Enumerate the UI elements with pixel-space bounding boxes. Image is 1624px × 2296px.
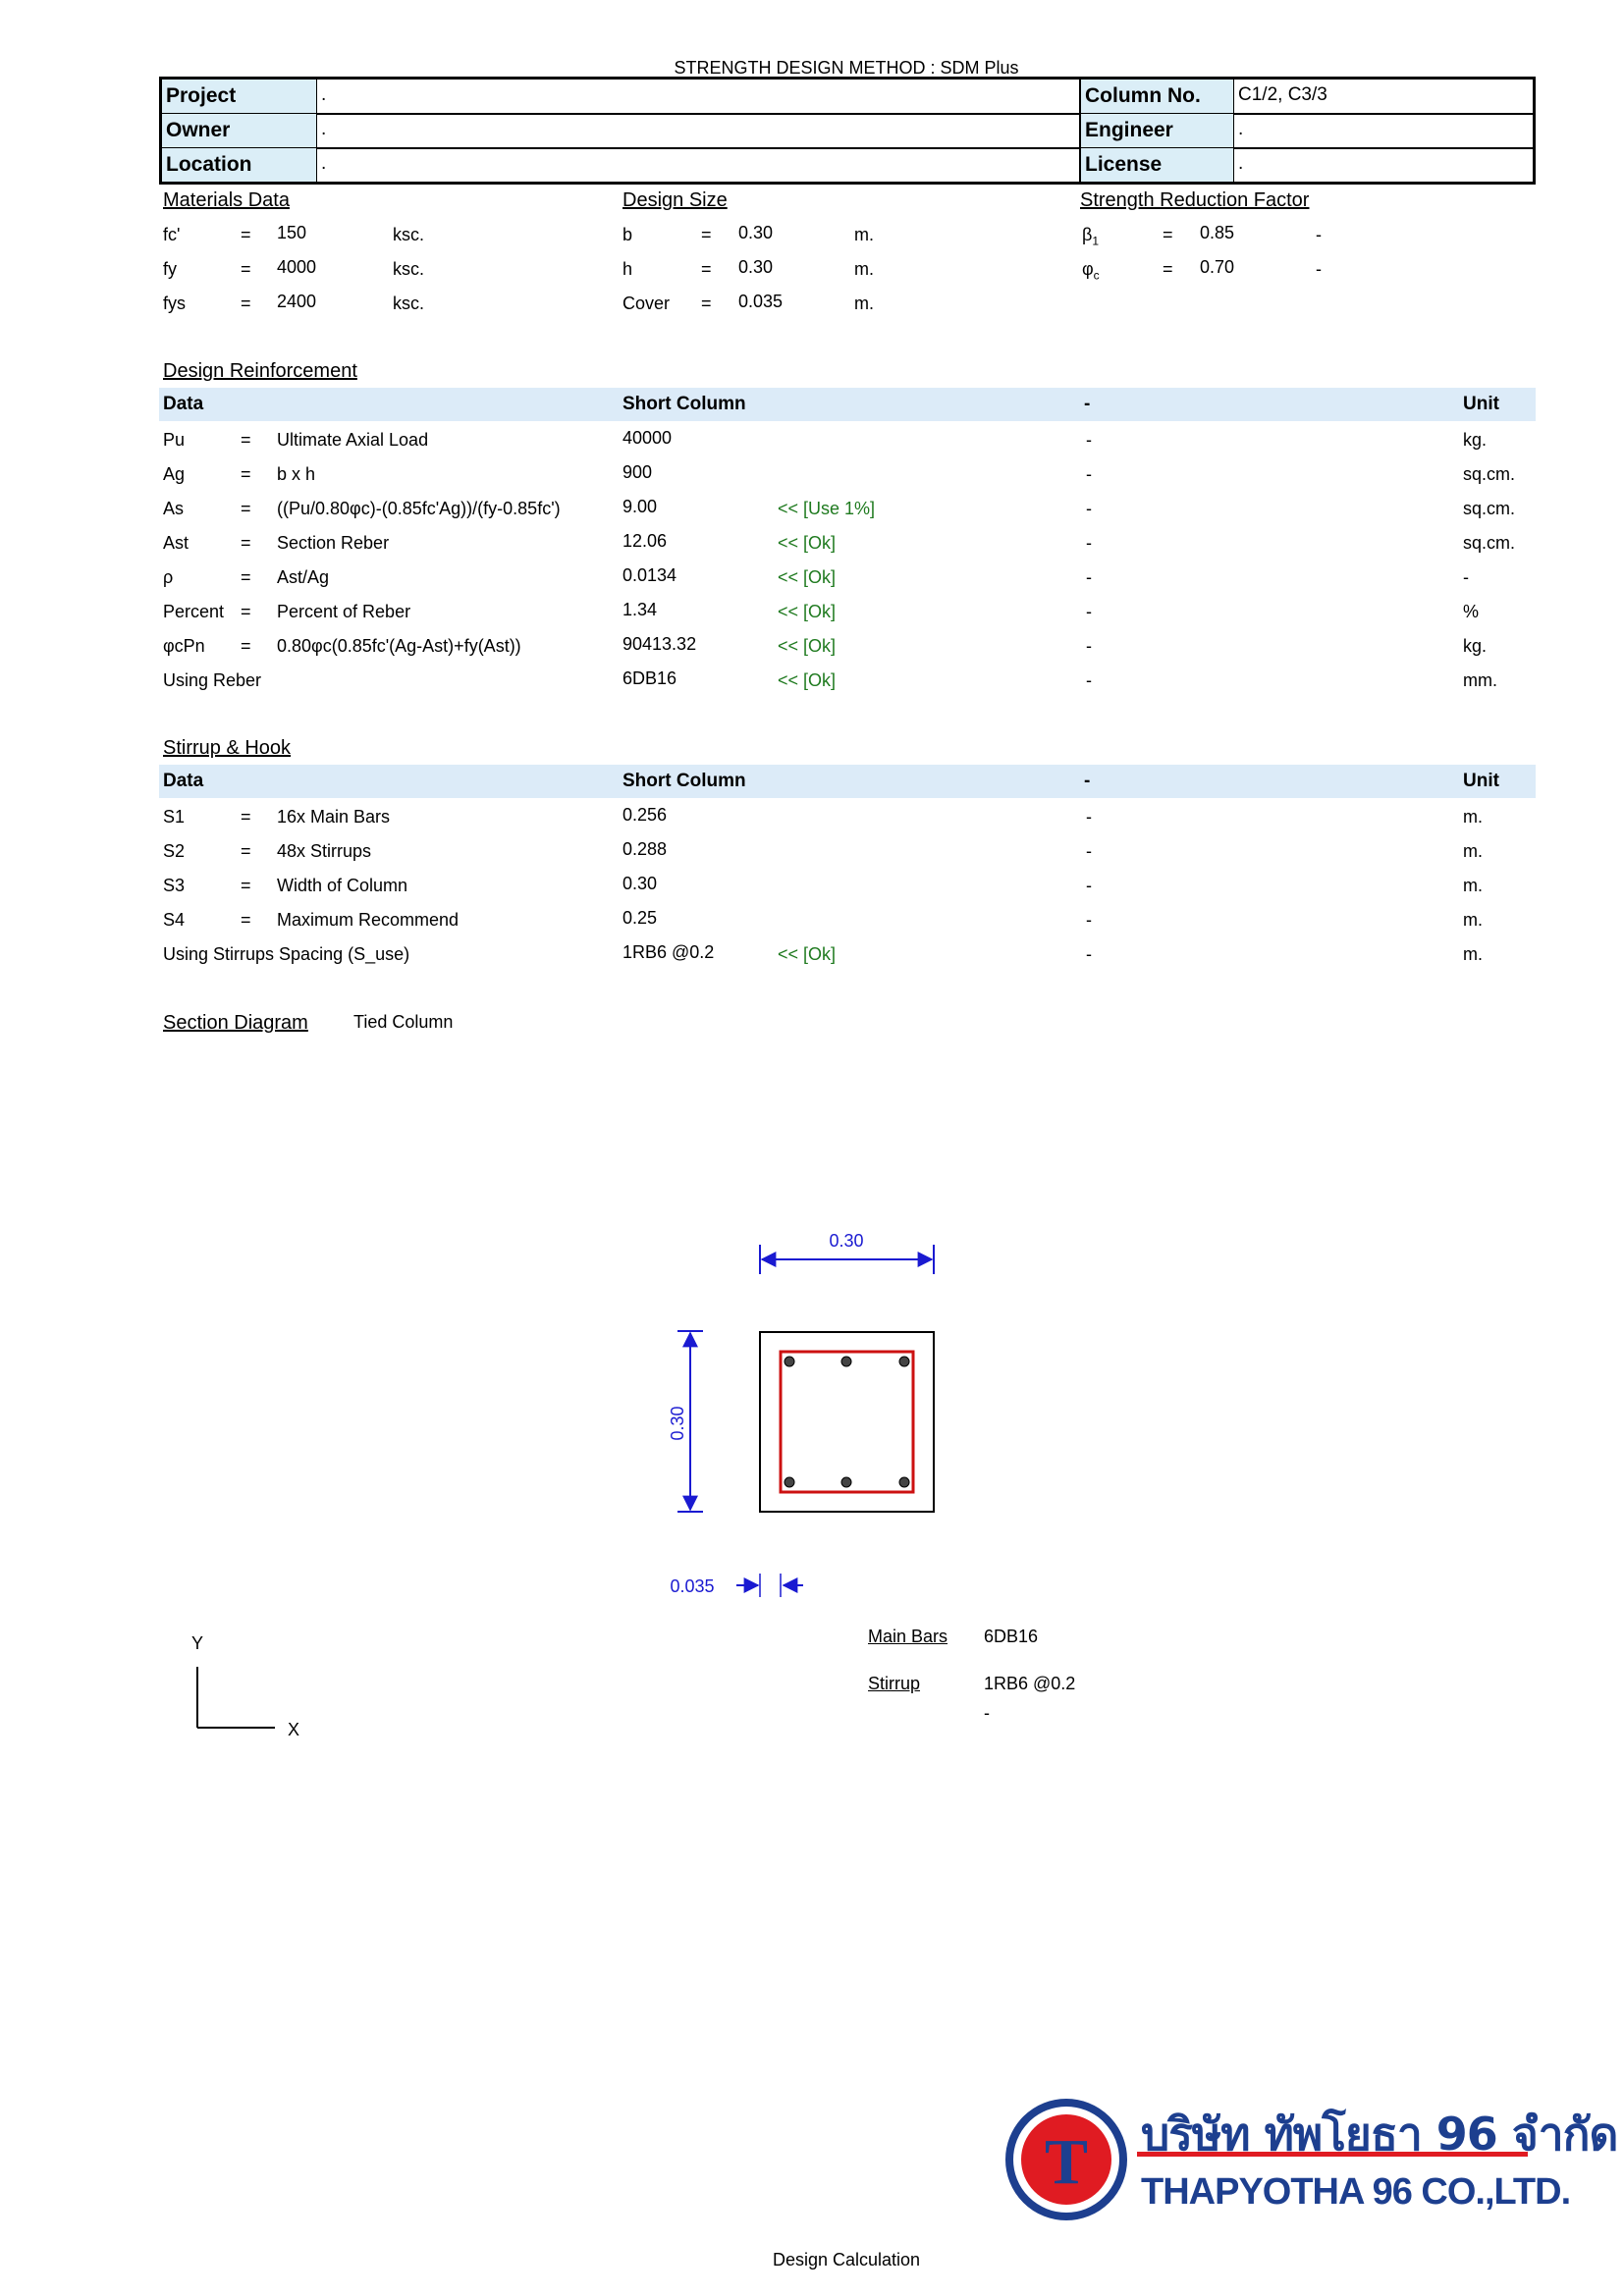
- reduction-unit: -: [1316, 225, 1322, 244]
- license-value: .: [1238, 153, 1244, 174]
- row-unit: sq.cm.: [1463, 533, 1516, 553]
- row-value: 6DB16: [623, 668, 677, 688]
- row-status: << [Use 1%]: [778, 499, 876, 518]
- design-size-title: Design Size: [623, 189, 728, 211]
- row-dash: -: [1086, 499, 1092, 518]
- design-size-value: 0.30: [738, 223, 774, 242]
- row-dash: -: [1086, 670, 1092, 690]
- main-bars-label: Main Bars: [868, 1627, 948, 1646]
- design-size-value: 0.035: [738, 292, 784, 311]
- logo-letter: T: [1044, 2126, 1089, 2198]
- rebar: [899, 1477, 909, 1487]
- row-dash: -: [1086, 464, 1092, 484]
- materials-unit: ksc.: [393, 259, 425, 279]
- row-unit: sq.cm.: [1463, 499, 1516, 518]
- row-value: 40000: [623, 428, 673, 448]
- engineer-value: .: [1238, 119, 1244, 139]
- row-unit: m.: [1463, 841, 1483, 861]
- reduction-value: 0.85: [1200, 223, 1235, 242]
- logo-english-name: THAPYOTHA 96 CO.,LTD.: [1141, 2171, 1571, 2213]
- dim-cover-label: 0.035: [670, 1576, 715, 1596]
- column-header-unit: Unit: [1463, 394, 1499, 414]
- design-size-value: 0.30: [738, 257, 774, 277]
- company-logo: [992, 2081, 1618, 2238]
- row-unit: kg.: [1463, 430, 1488, 450]
- project-label: Project: [162, 80, 317, 113]
- row-symbol: ρ: [163, 567, 174, 587]
- row-equals: =: [241, 499, 251, 518]
- owner-value: .: [317, 114, 1081, 147]
- column-header-data: Data: [163, 394, 204, 414]
- materials-value: 150: [277, 223, 307, 242]
- materials-value: 2400: [277, 292, 317, 311]
- design-size-equals: =: [701, 259, 712, 279]
- materials-title: Materials Data: [163, 189, 290, 211]
- design-size-symbol: h: [623, 259, 633, 279]
- stirrup-title: Stirrup & Hook: [163, 737, 292, 759]
- location-value: .: [317, 148, 1081, 182]
- row-equals: =: [241, 876, 251, 895]
- row-value: 1RB6 @0.2: [623, 942, 715, 962]
- engineer-label: Engineer: [1081, 114, 1234, 147]
- row-description: Percent of Reber: [277, 602, 411, 621]
- reinforcement-title: Design Reinforcement: [163, 360, 357, 382]
- row-equals: =: [241, 841, 251, 861]
- row-symbol: As: [163, 499, 185, 518]
- row-dash: -: [1086, 567, 1092, 587]
- location-label: Location: [162, 148, 317, 182]
- row-description: b x h: [277, 464, 316, 484]
- row-description: Ast/Ag: [277, 567, 330, 587]
- stirrup-label: Stirrup: [868, 1674, 921, 1693]
- column-header-short: Short Column: [623, 394, 746, 414]
- logo-thai-name: บริษัท ทัพโยธา 96 จำกัด: [1141, 2108, 1618, 2161]
- project-value: .: [317, 80, 1081, 113]
- row-symbol: S3: [163, 876, 186, 895]
- row-symbol: Percent: [163, 602, 225, 621]
- row-equals: =: [241, 567, 251, 587]
- row-description: Maximum Recommend: [277, 910, 460, 930]
- row-unit: %: [1463, 602, 1480, 621]
- materials-equals: =: [241, 294, 251, 313]
- row-value: 0.256: [623, 805, 668, 825]
- stirrup-extra: -: [984, 1703, 990, 1723]
- row-status: << [Ok]: [778, 944, 837, 964]
- row-equals: =: [241, 602, 251, 621]
- row-status: << [Ok]: [778, 636, 837, 656]
- design-size-equals: =: [701, 225, 712, 244]
- row-value: 0.288: [623, 839, 668, 859]
- row-description: 48x Stirrups: [277, 841, 372, 861]
- row-unit: m.: [1463, 807, 1483, 827]
- row-equals: =: [241, 533, 251, 553]
- row-value: 90413.32: [623, 634, 697, 654]
- reduction-equals: =: [1163, 225, 1173, 244]
- rebar: [841, 1477, 851, 1487]
- rebar: [785, 1357, 794, 1366]
- row-symbol: S2: [163, 841, 186, 861]
- row-equals: =: [241, 636, 251, 656]
- reduction-unit: -: [1316, 259, 1322, 279]
- row-unit: sq.cm.: [1463, 464, 1516, 484]
- column-header-unit: Unit: [1463, 771, 1499, 791]
- materials-value: 4000: [277, 257, 317, 277]
- main-bars-value: 6DB16: [984, 1627, 1039, 1646]
- row-symbol: Ast: [163, 533, 189, 553]
- row-symbol: φcPn: [163, 636, 205, 656]
- row-unit: m.: [1463, 876, 1483, 895]
- rebar: [785, 1477, 794, 1487]
- row-value: 0.30: [623, 874, 658, 893]
- materials-symbol: fc': [163, 225, 181, 244]
- row-dash: -: [1086, 910, 1092, 930]
- design-size-unit: m.: [854, 225, 874, 244]
- owner-label: Owner: [162, 114, 317, 147]
- section-subtitle: Tied Column: [353, 1012, 454, 1032]
- design-size-symbol: b: [623, 225, 633, 244]
- row-description: 0.80φc(0.85fc'(Ag-Ast)+fy(Ast)): [277, 636, 521, 656]
- column-header-dash: -: [1084, 771, 1091, 791]
- row-value: 1.34: [623, 600, 658, 619]
- row-dash: -: [1086, 876, 1092, 895]
- row-symbol: Using Stirrups Spacing (S_use): [163, 944, 410, 964]
- design-size-unit: m.: [854, 259, 874, 279]
- row-unit: -: [1463, 567, 1469, 587]
- row-description: 16x Main Bars: [277, 807, 391, 827]
- row-dash: -: [1086, 636, 1092, 656]
- row-unit: m.: [1463, 910, 1483, 930]
- row-equals: =: [241, 807, 251, 827]
- reduction-value: 0.70: [1200, 257, 1235, 277]
- row-value: 900: [623, 462, 653, 482]
- row-description: Section Reber: [277, 533, 390, 553]
- row-dash: -: [1086, 533, 1092, 553]
- stirrup-value: 1RB6 @0.2: [984, 1674, 1076, 1693]
- reduction-symbol: $\varphi_c$: [1082, 259, 1100, 283]
- row-symbol: Ag: [163, 464, 186, 484]
- row-description: Width of Column: [277, 876, 408, 895]
- column-no-value: C1/2, C3/3: [1238, 84, 1327, 105]
- dim-height-label: 0.30: [668, 1406, 687, 1441]
- license-label: License: [1081, 148, 1234, 182]
- row-description: ((Pu/0.80φc)-(0.85fc'Ag))/(fy-0.85fc'): [277, 499, 561, 518]
- row-symbol: Using Reber: [163, 670, 262, 690]
- materials-symbol: fy: [163, 259, 178, 279]
- row-status: << [Ok]: [778, 533, 837, 553]
- column-header-short: Short Column: [623, 771, 746, 791]
- row-dash: -: [1086, 430, 1092, 450]
- row-unit: kg.: [1463, 636, 1488, 656]
- materials-unit: ksc.: [393, 294, 425, 313]
- row-value: 0.0134: [623, 565, 677, 585]
- row-symbol: S4: [163, 910, 186, 930]
- page-title: STRENGTH DESIGN METHOD : SDM Plus: [674, 58, 1019, 78]
- column-no-label: Column No.: [1081, 80, 1234, 113]
- footer-text: Design Calculation: [772, 2250, 921, 2269]
- materials-symbol: fys: [163, 294, 187, 313]
- materials-equals: =: [241, 225, 251, 244]
- design-size-symbol: Cover: [623, 294, 671, 313]
- row-equals: =: [241, 464, 251, 484]
- row-equals: =: [241, 910, 251, 930]
- materials-equals: =: [241, 259, 251, 279]
- x-axis-label: X: [288, 1720, 300, 1739]
- column-header-dash: -: [1084, 394, 1091, 414]
- row-unit: mm.: [1463, 670, 1497, 690]
- rebar: [899, 1357, 909, 1366]
- reduction-symbol: $\beta_1$: [1082, 225, 1100, 248]
- y-axis-label: Y: [191, 1633, 204, 1653]
- row-dash: -: [1086, 841, 1092, 861]
- row-unit: m.: [1463, 944, 1483, 964]
- column-header-data: Data: [163, 771, 204, 791]
- section-title: Section Diagram: [163, 1012, 308, 1034]
- row-status: << [Ok]: [778, 602, 837, 621]
- row-equals: =: [241, 430, 251, 450]
- row-dash: -: [1086, 602, 1092, 621]
- row-status: << [Ok]: [778, 670, 837, 690]
- row-value: 9.00: [623, 497, 658, 516]
- row-status: << [Ok]: [778, 567, 837, 587]
- row-description: Ultimate Axial Load: [277, 430, 429, 450]
- design-size-unit: m.: [854, 294, 874, 313]
- row-dash: -: [1086, 944, 1092, 964]
- row-symbol: Pu: [163, 430, 186, 450]
- reduction-title: Strength Reduction Factor: [1080, 189, 1310, 211]
- reduction-equals: =: [1163, 259, 1173, 279]
- materials-unit: ksc.: [393, 225, 425, 244]
- dim-width-label: 0.30: [829, 1231, 864, 1251]
- row-value: 12.06: [623, 531, 668, 551]
- rebar: [841, 1357, 851, 1366]
- row-dash: -: [1086, 807, 1092, 827]
- row-symbol: S1: [163, 807, 186, 827]
- row-value: 0.25: [623, 908, 658, 928]
- design-size-equals: =: [701, 294, 712, 313]
